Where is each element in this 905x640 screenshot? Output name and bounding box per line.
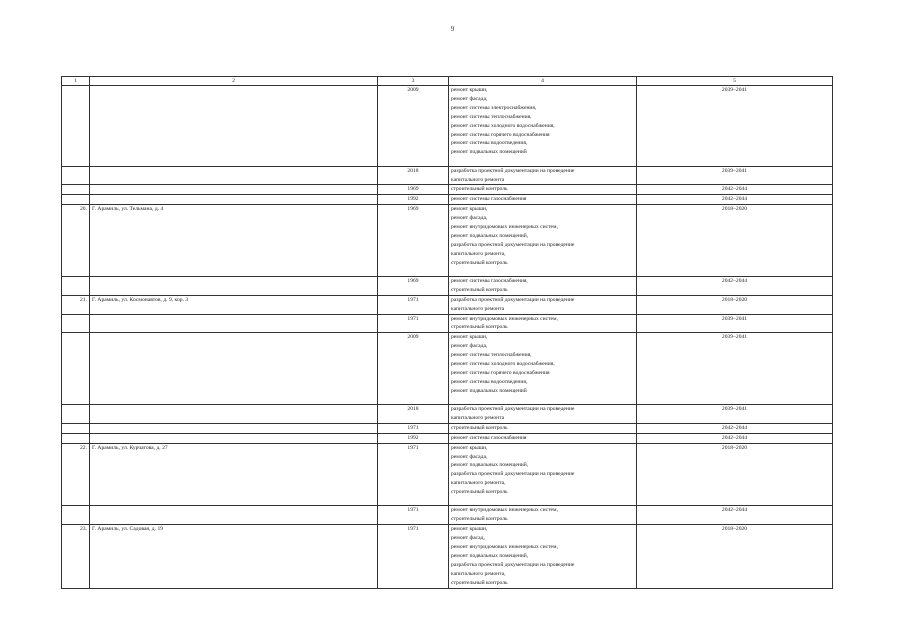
repair-schedule-table [61, 76, 833, 589]
table-body [62, 86, 833, 589]
period-cell: 2042–2044 [637, 433, 833, 443]
table-row [62, 205, 833, 277]
row-number-cell [62, 276, 90, 295]
page-number: 9 [450, 25, 455, 33]
period-cell: 2018–2020 [637, 295, 833, 314]
work-item: ремонт системы газоснабжения [451, 434, 527, 441]
table-row [62, 185, 833, 195]
year-cell: 1971 [378, 314, 449, 333]
row-number-cell [62, 185, 90, 195]
work-item: ремонт системы водоотведения, [451, 140, 528, 147]
work-item: капитального ремонта [451, 176, 505, 183]
row-number-cell: 21. [62, 295, 90, 314]
column-number-row [62, 77, 833, 86]
table-row [62, 423, 833, 433]
work-item: разработка проектной документации на проведение [451, 167, 575, 174]
table-row [62, 195, 833, 205]
row-number-cell [62, 166, 90, 185]
year-cell: 2018 [378, 405, 449, 424]
table-row [62, 86, 833, 167]
address-cell: Г. Арамиль, ул. Космонавтов, д. 9, кор. 3 [90, 295, 378, 314]
works-cell [449, 295, 637, 314]
work-item: ремонт системы горячего водоснабжения [451, 131, 550, 138]
column-header-1: 1 [62, 77, 90, 86]
table-row [62, 433, 833, 443]
year-cell: 1992 [378, 433, 449, 443]
period-cell: 2039–2041 [637, 314, 833, 333]
row-number-cell: 23. [62, 525, 90, 588]
period-cell: 2039–2041 [637, 405, 833, 424]
year-cell: 1971 [378, 525, 449, 588]
work-item: ремонт системы газоснабжения [451, 196, 527, 203]
work-item: строительный контроль [451, 186, 508, 193]
period-cell: 2039–2041 [637, 333, 833, 405]
row-number-cell [62, 423, 90, 433]
period-cell: 2042–2044 [637, 195, 833, 205]
address-cell [90, 433, 378, 443]
period-cell: 2018–2020 [637, 525, 833, 588]
works-cell [449, 423, 637, 433]
address-cell [90, 86, 378, 167]
works-cell [449, 443, 637, 506]
work-item: ремонт системы водоотведения, [451, 378, 528, 385]
work-item: ремонт внутридомовых инженерных систем, [451, 544, 558, 551]
work-item: ремонт крыши, [451, 87, 488, 93]
year-cell: 2018 [378, 166, 449, 185]
address-cell [90, 314, 378, 333]
row-number-cell: 20. [62, 205, 90, 277]
year-cell: 1969 [378, 276, 449, 295]
work-item: строительный контроль [451, 324, 508, 331]
work-item: разработка проектной документации на проведение [451, 561, 575, 568]
address-cell [90, 333, 378, 405]
address-cell [90, 506, 378, 525]
address-cell: Г. Арамиль, ул. Тельмана, д. 4 [90, 205, 378, 277]
work-item: ремонт подвальных помещений [451, 387, 527, 394]
period-cell: 2039–2041 [637, 166, 833, 185]
work-item: капитального ремонта, [451, 570, 506, 577]
work-item: ремонт фасада, [451, 453, 488, 460]
work-item: ремонт внутридомовых инженерных систем, [451, 315, 558, 322]
work-item: ремонт подвальных помещений, [451, 462, 529, 469]
work-item: ремонт подвальных помещений, [451, 232, 529, 239]
work-item: разработка проектной документации на проведение [451, 241, 575, 248]
column-header-5: 5 [637, 77, 833, 86]
work-item: капитального ремонта, [451, 250, 506, 257]
work-item: ремонт фасада, [451, 343, 488, 350]
period-cell: 2018–2020 [637, 443, 833, 506]
work-item: ремонт крыши, [451, 334, 488, 341]
column-header-3: 3 [378, 77, 449, 86]
address-cell [90, 195, 378, 205]
work-item: строительный контроль [451, 579, 508, 586]
table-row [62, 314, 833, 333]
work-item: ремонт внутридомовых инженерных систем, [451, 507, 558, 514]
work-item: капитального ремонта [451, 414, 505, 421]
work-item: строительный контроль [451, 424, 508, 431]
column-header-2: 2 [90, 77, 378, 86]
address-cell: Г. Арамиль, ул. Курчатова, д. 27 [90, 443, 378, 506]
work-item: ремонт системы теплоснабжения, [451, 352, 532, 359]
year-cell: 1971 [378, 295, 449, 314]
works-cell [449, 405, 637, 424]
works-cell [449, 433, 637, 443]
work-item: ремонт системы горячего водоснабжения [451, 369, 550, 376]
table-row [62, 295, 833, 314]
row-number-cell [62, 86, 90, 167]
works-cell [449, 506, 637, 525]
works-cell [449, 185, 637, 195]
period-cell: 2042–2044 [637, 506, 833, 525]
year-cell: 1971 [378, 506, 449, 525]
period-cell: 2039–2041 [637, 86, 833, 167]
address-cell: Г. Арамиль, ул. Садовая, д. 19 [90, 525, 378, 588]
works-cell [449, 86, 637, 167]
row-number-cell [62, 333, 90, 405]
work-item: разработка проектной документации на проведение [451, 296, 575, 303]
address-cell [90, 276, 378, 295]
work-item: ремонт внутридомовых инженерных систем, [451, 224, 558, 231]
works-cell [449, 166, 637, 185]
work-item: разработка проектной документации на проведение [451, 471, 575, 478]
address-cell [90, 185, 378, 195]
work-item: ремонт системы холодного водоснабжения, [451, 122, 555, 129]
work-item: ремонт системы газоснабжения, [451, 277, 528, 284]
work-item: ремонт системы холодного водоснабжения, [451, 361, 555, 368]
work-item: строительный контроль [451, 489, 508, 496]
year-cell: 1969 [378, 205, 449, 277]
work-item: ремонт подвальных помещений [451, 149, 527, 156]
period-cell: 2042–2044 [637, 185, 833, 195]
year-cell: 1992 [378, 195, 449, 205]
row-number-cell [62, 314, 90, 333]
work-item: строительный контроль [451, 286, 508, 293]
address-cell [90, 405, 378, 424]
row-number-cell [62, 405, 90, 424]
period-cell: 2042–2044 [637, 423, 833, 433]
work-item: капитального ремонта [451, 305, 505, 312]
work-item: ремонт подвальных помещений, [451, 552, 529, 559]
table-row [62, 443, 833, 506]
work-item: ремонт крыши, [451, 206, 488, 213]
year-cell: 1971 [378, 443, 449, 506]
works-cell [449, 525, 637, 588]
row-number-cell: 22. [62, 443, 90, 506]
table-row [62, 506, 833, 525]
works-cell [449, 333, 637, 405]
work-item: ремонт системы теплоснабжения, [451, 113, 532, 120]
year-cell: 1969 [378, 185, 449, 195]
column-header-4: 4 [449, 77, 637, 86]
table-row [62, 276, 833, 295]
works-cell [449, 314, 637, 333]
works-cell [449, 195, 637, 205]
work-item: ремонт крыши, [451, 526, 488, 533]
work-item: разработка проектной документации на проведение [451, 406, 575, 413]
row-number-cell [62, 506, 90, 525]
work-item: строительный контроль [451, 259, 508, 266]
period-cell: 2018–2020 [637, 205, 833, 277]
table-row [62, 405, 833, 424]
work-item: строительный контроль [451, 516, 508, 523]
work-item: ремонт фасад, [451, 535, 485, 542]
work-item: ремонт крыши, [451, 444, 488, 451]
period-cell: 2042–2044 [637, 276, 833, 295]
work-item: ремонт системы электроснабжения, [451, 104, 537, 111]
table-row [62, 333, 833, 405]
work-item: капитального ремонта, [451, 480, 506, 487]
work-item: ремонт фасада, [451, 215, 488, 222]
works-cell [449, 276, 637, 295]
table-row [62, 525, 833, 588]
table-row [62, 166, 833, 185]
row-number-cell [62, 433, 90, 443]
year-cell: 2009 [378, 333, 449, 405]
work-item: ремонт фасада, [451, 95, 488, 102]
address-cell [90, 423, 378, 433]
year-cell: 1971 [378, 423, 449, 433]
row-number-cell [62, 195, 90, 205]
works-cell [449, 205, 637, 277]
address-cell [90, 166, 378, 185]
year-cell: 2009 [378, 86, 449, 167]
